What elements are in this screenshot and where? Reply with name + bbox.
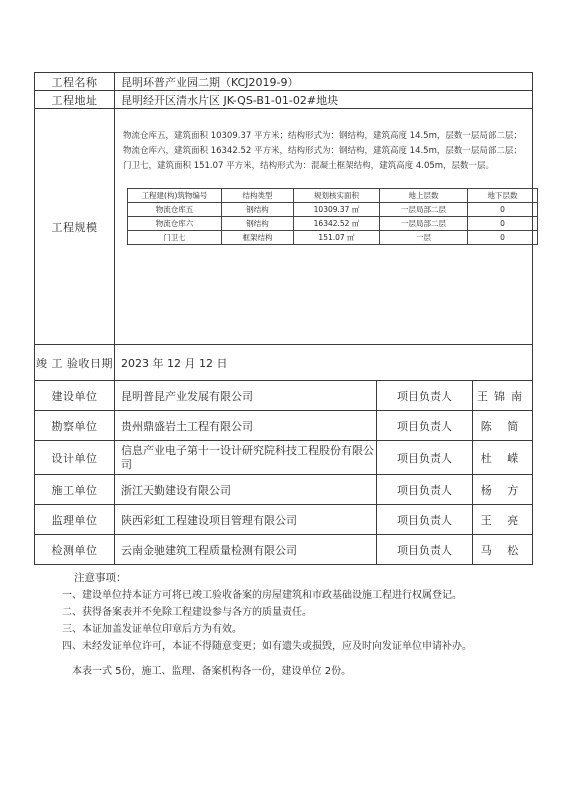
unit-role: 项目负责人 (377, 475, 473, 505)
building-table (127, 188, 538, 245)
building-cell: 钢结构 (222, 217, 294, 231)
unit-role: 项目负责人 (377, 411, 473, 441)
unit-label: 设计单位 (35, 441, 115, 475)
value-completion-date: 2023 年 12 月 12 日 (115, 345, 533, 381)
row-project-name (35, 73, 533, 91)
unit-name: 陕西彩虹工程建设项目管理有限公司 (115, 505, 377, 535)
row-completion-date (35, 345, 533, 381)
table-row (128, 203, 538, 217)
unit-person: 王锦南 (473, 381, 533, 411)
value-project-scope (115, 109, 533, 345)
scope-paragraph: 门卫七，建筑面积 151.07 平方米，结构形式为：混凝土框架结构，建筑高度 4.05m，层数一层。 (123, 161, 495, 171)
label-completion-date: 竣 工 验收日期 (35, 345, 115, 381)
note-item: 三、本证加盖发证单位印章后方为有效。 (62, 624, 242, 635)
footer-note: 本表一式 5份，施工、监理、备案机构各一份，建设单位 2份。 (72, 666, 352, 677)
notes-section (34, 570, 532, 655)
building-cell: 钢结构 (222, 203, 294, 217)
scope-paragraph: 物流仓库五，建筑面积 10309.37 平方米；结构形式为：钢结构，建筑高度 14.5m，层数一层局部二层； (123, 131, 522, 141)
building-header-cell: 规划核实面积 (294, 189, 380, 203)
unit-person: 杨 方 (473, 475, 533, 505)
building-cell: 0 (468, 231, 538, 245)
building-cell: 门卫七 (128, 231, 222, 245)
label-project-scope: 工程规模 (35, 109, 115, 345)
building-cell: 0 (468, 217, 538, 231)
row-project-address (35, 91, 533, 109)
building-cell: 151.07 ㎡ (294, 231, 380, 245)
building-cell: 0 (468, 203, 538, 217)
row-project-scope (35, 109, 533, 345)
value-project-address: 昆明经开区清水片区 JK-QS-B1-01-02#地块 (115, 91, 533, 109)
unit-label: 勘察单位 (35, 411, 115, 441)
unit-role: 项目负责人 (377, 535, 473, 565)
building-header-cell: 地上层数 (380, 189, 468, 203)
unit-label: 检测单位 (35, 535, 115, 565)
unit-name: 浙江天勤建设有限公司 (115, 475, 377, 505)
row-unit (35, 475, 533, 505)
unit-name: 云南金驰建筑工程质量检测有限公司 (115, 535, 377, 565)
building-cell: 16342.52 ㎡ (294, 217, 380, 231)
row-unit (35, 441, 533, 475)
building-cell: 物流仓库六 (128, 217, 222, 231)
unit-role: 项目负责人 (377, 381, 473, 411)
unit-label: 施工单位 (35, 475, 115, 505)
table-row (128, 231, 538, 245)
note-item: 四、未经发证单位许可，本证不得随意变更；如有遗失或损毁，应及时向发证单位申请补办。 (62, 641, 472, 652)
row-unit (35, 411, 533, 441)
unit-person: 王 亮 (473, 505, 533, 535)
unit-person: 陈 简 (473, 411, 533, 441)
unit-person: 杜 嵘 (473, 441, 533, 475)
building-cell: 一层 (380, 231, 468, 245)
unit-label: 监理单位 (35, 505, 115, 535)
row-unit (35, 535, 533, 565)
building-header-cell: 结构类型 (222, 189, 294, 203)
building-table-header (128, 189, 538, 203)
label-project-address: 工程地址 (35, 91, 115, 109)
unit-name: 信息产业电子第十一设计研究院科技工程股份有限公司 (115, 441, 377, 475)
table-row (128, 217, 538, 231)
building-header-cell: 工程建(构)筑物编号 (128, 189, 222, 203)
unit-label: 建设单位 (35, 381, 115, 411)
unit-role: 项目负责人 (377, 505, 473, 535)
row-unit (35, 381, 533, 411)
unit-person: 马 松 (473, 535, 533, 565)
note-item: 一、建设单位持本证方可将已竣工验收备案的房屋建筑和市政基础设施工程进行权属登记。 (62, 590, 462, 601)
row-unit (35, 505, 533, 535)
unit-name: 贵州鼎盛岩土工程有限公司 (115, 411, 377, 441)
building-header-cell: 地下层数 (468, 189, 538, 203)
building-cell: 一层局部二层 (380, 203, 468, 217)
record-table (34, 72, 533, 565)
building-cell: 框架结构 (222, 231, 294, 245)
note-item: 二、获得备案表并不免除工程建设参与各方的质量责任。 (62, 607, 312, 618)
unit-name: 昆明普昆产业发展有限公司 (115, 381, 377, 411)
unit-role: 项目负责人 (377, 441, 473, 475)
building-cell: 物流仓库五 (128, 203, 222, 217)
building-cell: 10309.37 ㎡ (294, 203, 380, 217)
label-project-name: 工程名称 (35, 73, 115, 91)
building-cell: 一层局部二层 (380, 217, 468, 231)
value-project-name: 昆明环普产业园二期（KCJ2019-9） (115, 73, 533, 91)
notes-title: 注意事项： (74, 572, 127, 584)
scope-paragraph: 物流仓库六，建筑面积 16342.52 平方米，结构形式为：钢结构，建筑高度 14.5m，层数一层局部二层； (123, 146, 522, 156)
